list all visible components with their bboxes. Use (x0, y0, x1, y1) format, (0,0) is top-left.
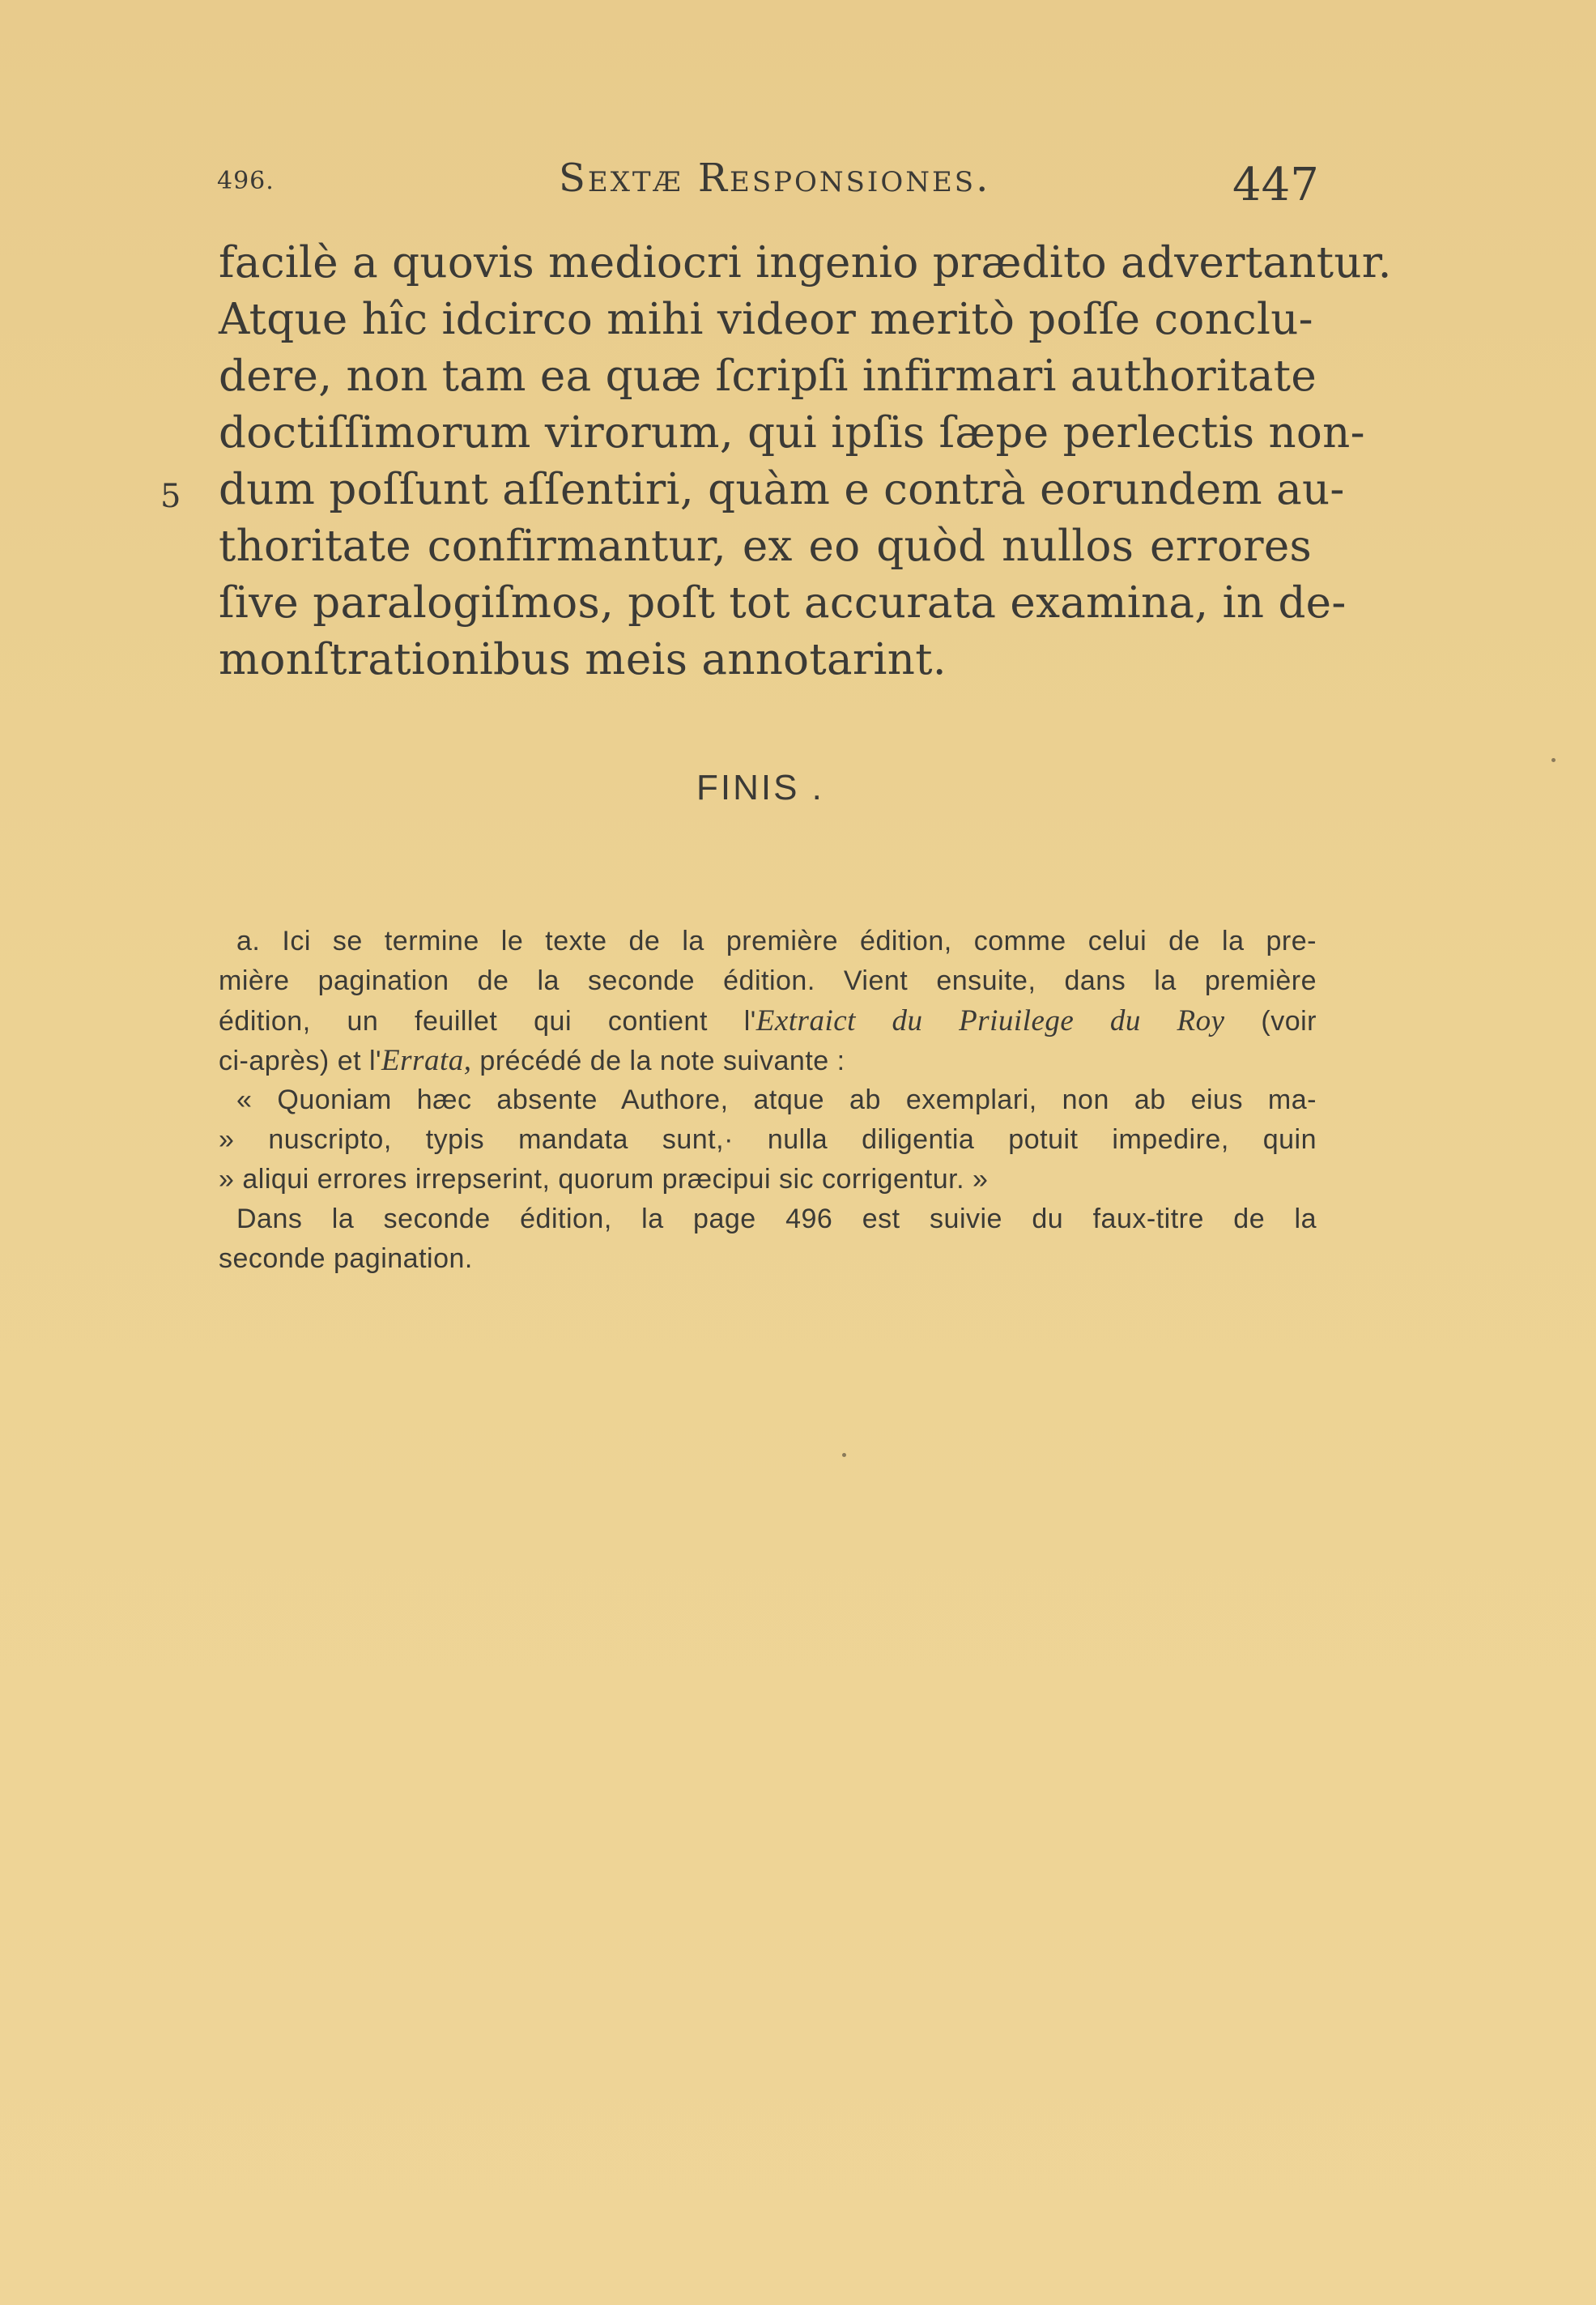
text-line: ſive paralogiſmos, poſt tot accurata examina, in de- (219, 578, 1347, 628)
text-line: monſtrationibus meis annotarint. (219, 635, 947, 684)
footnote-line: Dans la seconde édition, la page 496 est suivie du faux-titre de la (236, 1204, 1317, 1234)
footnote (219, 922, 1317, 1279)
margin-line-number: 5 (160, 478, 181, 515)
footnote-line: « Quoniam hæc absente Authore, atque ab exemplari, non ab eius ma- (236, 1084, 1317, 1115)
text-line: facilè a quovis mediocri ingenio prædito advertantur. (219, 238, 1392, 288)
text-line: thoritate confirmantur, ex eo quòd nullos errores (219, 522, 1312, 571)
footnote-text: précédé de la note suivante : (471, 1046, 845, 1076)
footnote-line (219, 1001, 1317, 1041)
footnote-italic-title: Errata, (381, 1044, 472, 1077)
page-number-left: 496. (217, 167, 275, 195)
footnote-line: » nuscripto, typis mandata sunt,· nulla diligentia potuit impedire, quin (219, 1124, 1317, 1155)
footnote-line: seconde pagination. (219, 1243, 473, 1274)
footnote-line: mière pagination de la seconde édition. Vient ensuite, dans la première (219, 965, 1317, 996)
footnote-line: a. Ici se termine le texte de la première édition, comme celui de la pre- (236, 926, 1317, 957)
paper-speck (1551, 758, 1556, 762)
text-line: dere, non tam ea quæ ſcripſi infirmari authoritate (219, 352, 1317, 401)
paper-speck (842, 1453, 846, 1457)
main-text (219, 235, 1392, 688)
running-title: Sextæ Responsiones. (559, 156, 991, 201)
footnote-line: » aliqui errores irrepserint, quorum præcipui sic corrigentur. » (219, 1164, 989, 1195)
text-line: dum poſſunt aſſentiri, quàm e contrà eorundem au- (219, 465, 1345, 514)
footnote-text: (voir (1224, 1006, 1317, 1037)
footnote-text: ci-après) et l' (219, 1046, 382, 1076)
page-number-right: 447 (1232, 159, 1319, 211)
finis-heading: FINIS . (696, 768, 824, 807)
footnote-line (219, 1041, 1317, 1080)
footnote-italic-title: Extraict du Priuilege du Roy (755, 1004, 1225, 1037)
text-line: doctiſſimorum virorum, qui ipſis ſæpe perlectis non- (219, 408, 1365, 458)
text-line: Atque hîc idcirco mihi videor meritò poſſe conclu- (219, 295, 1313, 344)
footnote-text: édition, un feuillet qui contient l' (219, 1006, 756, 1037)
